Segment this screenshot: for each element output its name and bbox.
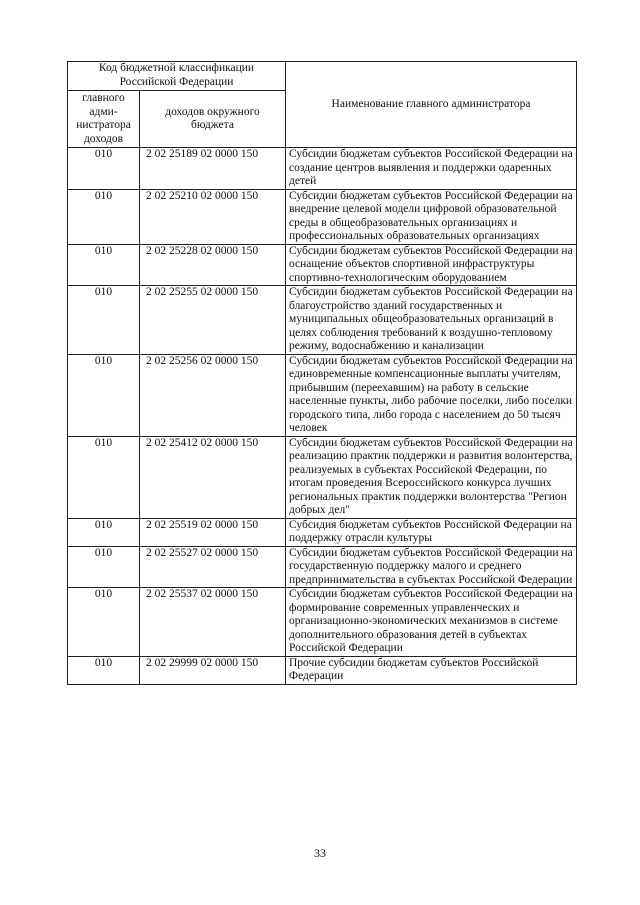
header-district-budget-revenue: доходов окружного бюджета — [140, 91, 286, 148]
administrator-name-cell: Субсидии бюджетам субъектов Российской Федерации на создание центров выявления и поддержки одаренных детей — [286, 148, 577, 190]
header-administrator-name: Наименование главного администратора — [286, 62, 577, 148]
admin-code-cell: 010 — [68, 148, 140, 190]
admin-code-cell: 010 — [68, 546, 140, 588]
admin-code-cell: 010 — [68, 244, 140, 286]
table-row — [68, 518, 577, 546]
table-body — [68, 148, 577, 685]
table-row — [68, 286, 577, 355]
admin-code-cell: 010 — [68, 189, 140, 244]
table-row — [68, 189, 577, 244]
admin-code-cell: 010 — [68, 286, 140, 355]
administrator-name-cell: Субсидии бюджетам субъектов Российской Федерации на единовременные компенсационные выплаты учителям, прибывшим (переехавшим) на работу в сельские населенные пункты, либо рабочие поселки, либо поселки городского типа, либо города с населением до 50 тысяч человек — [286, 354, 577, 436]
admin-code-cell: 010 — [68, 436, 140, 518]
revenue-code-cell: 2 02 25256 02 0000 150 — [140, 354, 286, 436]
admin-code-cell: 010 — [68, 354, 140, 436]
revenue-code-cell: 2 02 25519 02 0000 150 — [140, 518, 286, 546]
table-row — [68, 588, 577, 657]
administrator-name-cell: Субсидии бюджетам субъектов Российской Федерации на государственную поддержку малого и среднего предпринимательства в субъектах Российской Федерации — [286, 546, 577, 588]
budget-classification-table — [67, 61, 577, 685]
table-row — [68, 354, 577, 436]
revenue-code-cell: 2 02 25189 02 0000 150 — [140, 148, 286, 190]
table-row — [68, 148, 577, 190]
table-header-row — [68, 62, 577, 91]
revenue-code-cell: 2 02 25412 02 0000 150 — [140, 436, 286, 518]
revenue-code-cell: 2 02 25255 02 0000 150 — [140, 286, 286, 355]
table-row — [68, 546, 577, 588]
revenue-code-cell: 2 02 25527 02 0000 150 — [140, 546, 286, 588]
administrator-name-cell: Субсидии бюджетам субъектов Российской Федерации на реализацию практик поддержки и развития волонтерства, реализуемых в субъектах Российской Федерации, по итогам проведения Всероссийского конкурса лучших региональных практик поддержки волонтерства "Регион добрых дел" — [286, 436, 577, 518]
revenue-code-cell: 2 02 25228 02 0000 150 — [140, 244, 286, 286]
administrator-name-cell: Субсидии бюджетам субъектов Российской Федерации на благоустройство зданий государственных и муниципальных общеобразовательных организаций в целях соблюдения требований к воздушно-тепловому режиму, водоснабжению и канализации — [286, 286, 577, 355]
table-row — [68, 436, 577, 518]
administrator-name-cell: Прочие субсидии бюджетам субъектов Российской Федерации — [286, 656, 577, 684]
admin-code-cell: 010 — [68, 656, 140, 684]
admin-code-cell: 010 — [68, 518, 140, 546]
table-row — [68, 656, 577, 684]
revenue-code-cell: 2 02 25210 02 0000 150 — [140, 189, 286, 244]
administrator-name-cell: Субсидии бюджетам субъектов Российской Федерации на формирование современных управленческих и организационно-экономических механизмов в системе дополнительного образования детей в субъектах Российской Федерации — [286, 588, 577, 657]
header-budget-classification-code: Код бюджетной классификации Российской Федерации — [68, 62, 286, 91]
administrator-name-cell: Субсидии бюджетам субъектов Российской Федерации на внедрение целевой модели цифровой образовательной среды в общеобразовательных организациях и профессиональных образовательных организациях — [286, 189, 577, 244]
revenue-code-cell: 2 02 29999 02 0000 150 — [140, 656, 286, 684]
administrator-name-cell: Субсидия бюджетам субъектов Российской Федерации на поддержку отрасли культуры — [286, 518, 577, 546]
table-row — [68, 244, 577, 286]
admin-code-cell: 010 — [68, 588, 140, 657]
header-chief-administrator: главного адми-нистратора доходов — [68, 91, 140, 148]
page-number: 33 — [314, 846, 326, 860]
administrator-name-cell: Субсидии бюджетам субъектов Российской Федерации на оснащение объектов спортивной инфраструктуры спортивно-технологическим оборудованием — [286, 244, 577, 286]
revenue-code-cell: 2 02 25537 02 0000 150 — [140, 588, 286, 657]
